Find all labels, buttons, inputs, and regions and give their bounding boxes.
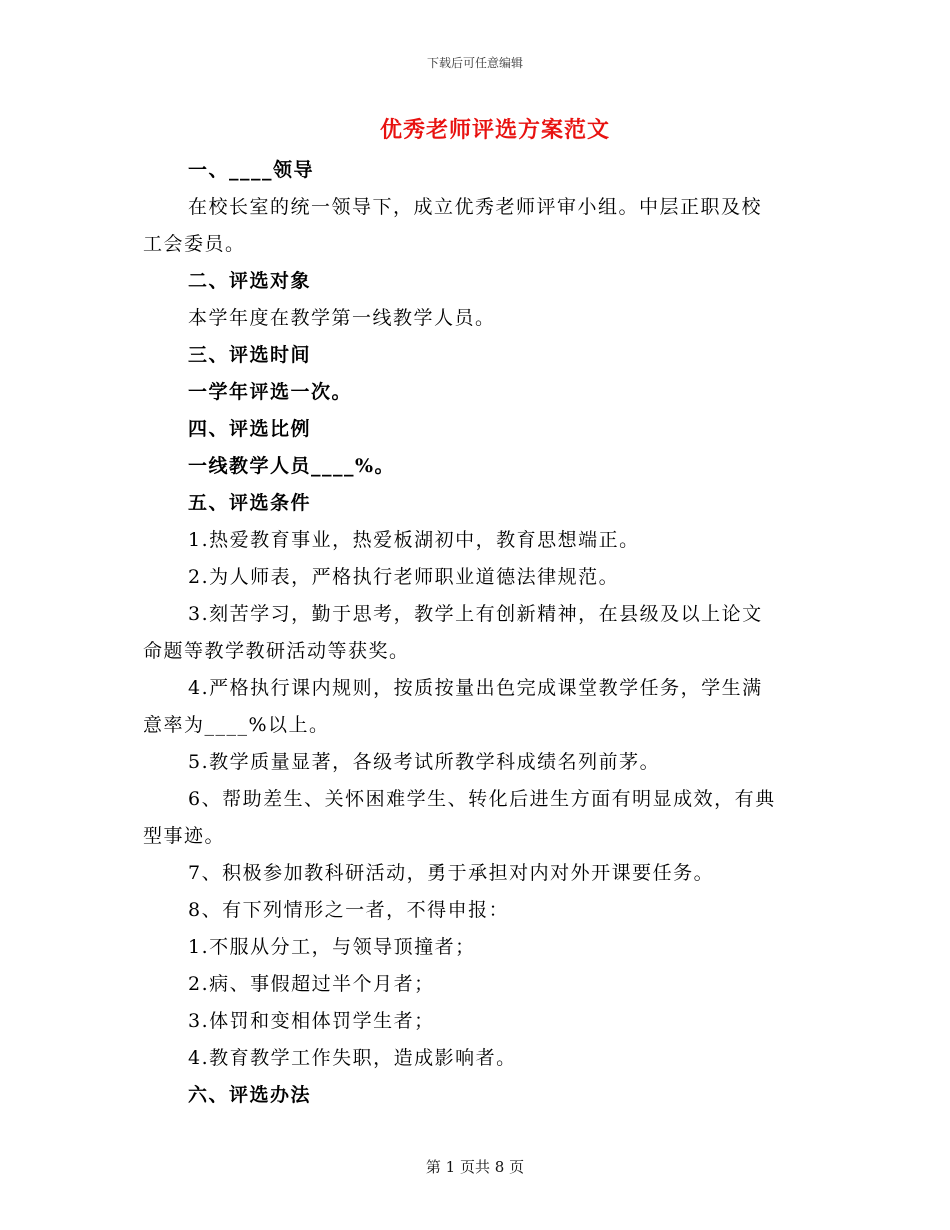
paragraph-line: 本学年度在教学第一线教学人员。 — [188, 307, 496, 329]
paragraph-line: 2.病、事假超过半个月者； — [188, 973, 435, 995]
paragraph-line: 3.体罚和变相体罚学生者； — [188, 1010, 435, 1032]
paragraph-line: 意率为____%以上。 — [143, 714, 330, 736]
section-heading: 一线教学人员____%。 — [188, 455, 396, 477]
section-heading: 一学年评选一次。 — [188, 381, 353, 403]
paragraph-line: 4.严格执行课内规则，按质按量出色完成课堂教学任务，学生满 — [188, 677, 763, 699]
paragraph-line: 3.刻苦学习，勤于思考，教学上有创新精神，在县级及以上论文 — [188, 603, 763, 625]
paragraph-line: 命题等教学教研活动等获奖。 — [143, 640, 410, 662]
page-footer: 第 1 页共 8 页 — [425, 1158, 525, 1176]
paragraph-line: 8、有下列情形之一者，不得申报： — [188, 899, 510, 921]
paragraph-line: 7、积极参加教科研活动，勇于承担对内对外开课要任务。 — [188, 862, 715, 884]
section-heading: 一、____领导 — [188, 159, 315, 181]
header-note: 下载后可任意编辑 — [426, 56, 523, 70]
paragraph-line: 1.不服从分工，与领导顶撞者； — [188, 936, 476, 958]
paragraph-line: 1.热爱教育事业，热爱板湖初中，教育思想端正。 — [188, 529, 640, 551]
section-heading: 四、评选比例 — [188, 418, 312, 440]
paragraph-line: 5.教学质量显著，各级考试所教学科成绩名列前茅。 — [188, 751, 661, 773]
paragraph-line: 2.为人师表，严格执行老师职业道德法律规范。 — [188, 566, 620, 588]
paragraph-line: 工会委员。 — [143, 233, 246, 255]
document-title: 优秀老师评选方案范文 — [379, 117, 610, 143]
document-body — [143, 152, 803, 1114]
section-heading: 五、评选条件 — [188, 492, 312, 514]
paragraph-line: 在校长室的统一领导下，成立优秀老师评审小组。中层正职及校 — [188, 196, 763, 218]
section-heading: 三、评选时间 — [188, 344, 312, 366]
section-heading: 六、评选办法 — [188, 1084, 312, 1106]
paragraph-line: 型事迹。 — [143, 825, 226, 847]
section-heading: 二、评选对象 — [188, 270, 312, 292]
paragraph-line: 6、帮助差生、关怀困难学生、转化后进生方面有明显成效，有典 — [188, 788, 776, 810]
paragraph-line: 4.教育教学工作失职，造成影响者。 — [188, 1047, 517, 1069]
